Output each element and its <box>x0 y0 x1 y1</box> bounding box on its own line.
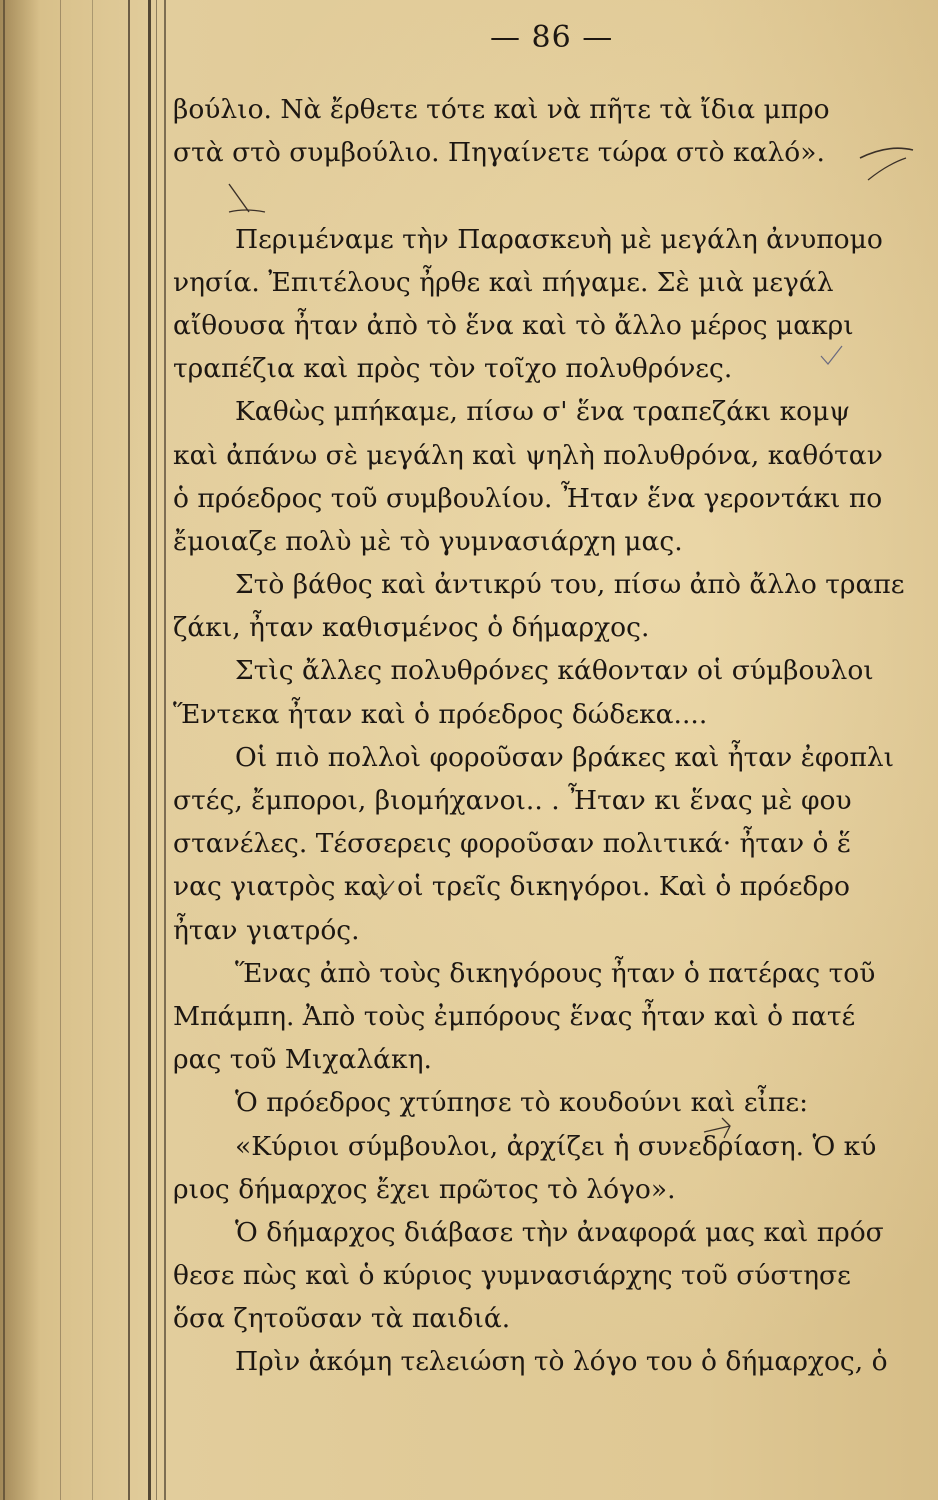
spine-rule-1 <box>3 0 5 1500</box>
text-line: ἦταν γιατρός. <box>173 914 360 946</box>
text-line: «Κύριοι σύμβουλοι, ἀρχίζει ἡ συνεδρίαση. Ὁ κύ <box>235 1130 877 1162</box>
text-line: καὶ ἀπάνω σὲ μεγάλη καὶ ψηλὴ πολυθρόνα, καθόταν <box>173 439 883 471</box>
text-line: στές, ἔμποροι, βιομήχανοι.. . Ἦταν κι ἕνας μὲ φου <box>173 785 852 816</box>
text-line: νας γιατρὸς καὶ οἱ τρεῖς δικηγόροι. Καὶ ὁ πρόεδρο <box>173 871 850 903</box>
text-line: Πρὶν ἀκόμη τελειώση τὸ λόγο του ὁ δήμαρχος, ὁ <box>235 1346 888 1378</box>
text-line: στὰ στὸ συμβούλιο. Πηγαίνετε τώρα στὸ καλό». <box>173 137 825 169</box>
spine-rule-3 <box>92 0 93 1500</box>
pencil-mark-icon <box>858 140 918 190</box>
text-line: Οἱ πιὸ πολλοὶ φοροῦσαν βράκες καὶ ἦταν ἐφοπλι <box>235 741 895 773</box>
text-line: Ἕντεκα ἦταν καὶ ὁ πρόεδρος δώδεκα.... <box>173 698 708 730</box>
text-line: ἔμοιαζε πολὺ μὲ τὸ γυμνασιάρχη μας. <box>173 525 683 557</box>
text-line: ριος δήμαρχος ἔχει πρῶτος τὸ λόγο». <box>173 1173 676 1205</box>
text-line: νησία. Ἐπιτέλους ἦρθε καὶ πήγαμε. Σὲ μιὰ μεγάλ <box>173 266 834 298</box>
text-line: θεσε πὼς καὶ ὁ κύριος γυμνασιάρχης τοῦ σύστησε <box>173 1260 851 1292</box>
pencil-arrow-mark-icon <box>700 1112 740 1146</box>
pencil-tick-mark-icon <box>370 875 400 905</box>
text-line: Ὁ πρόεδρος χτύπησε τὸ κουδούνι καὶ εἶπε: <box>235 1087 809 1119</box>
spine-rule-2 <box>60 0 61 1500</box>
text-line: αἴθουσα ἦταν ἀπὸ τὸ ἕνα καὶ τὸ ἄλλο μέρος μακρι <box>173 309 854 341</box>
text-line <box>173 174 938 217</box>
book-spine-margin <box>0 0 175 1500</box>
text-line: Ἕνας ἀπὸ τοὺς δικηγόρους ἦταν ὁ πατέρας τοῦ <box>235 957 876 989</box>
spine-rule-4 <box>128 0 130 1500</box>
text-line: στανέλες. Τέσσερεις φοροῦσαν πολιτικά· ἦταν ὁ ἕ <box>173 828 852 860</box>
text-line: βούλιο. Νὰ ἔρθετε τότε καὶ νὰ πῆτε τὰ ἴδια μπρο <box>173 94 830 125</box>
spine-rule-7 <box>164 0 166 1500</box>
page-text <box>173 88 938 1384</box>
text-line: Ὁ δήμαρχος διάβασε τὴν ἀναφορά μας καὶ πρόσ <box>235 1216 884 1248</box>
spine-rule-5 <box>148 0 151 1500</box>
text-line: ὁ πρόεδρος τοῦ συμβουλίου. Ἦταν ἕνα γεροντάκι πο <box>173 482 883 514</box>
text-line: ρας τοῦ Μιχαλάκη. <box>173 1044 432 1076</box>
text-line: Καθὼς μπήκαμε, πίσω σ' ἕνα τραπεζάκι κομψ <box>235 396 851 428</box>
text-line: ὅσα ζητοῦσαν τὰ παιδιά. <box>173 1303 511 1335</box>
spine-rule-6 <box>156 0 157 1500</box>
pencil-check-mark-icon <box>818 340 848 370</box>
text-line: Στὸ βάθος καὶ ἀντικρύ του, πίσω ἀπὸ ἄλλο τραπε <box>235 569 905 601</box>
text-line: Μπάμπη. Ἀπὸ τοὺς ἐμπόρους ἕνας ἦταν καὶ ὁ πατέ <box>173 1000 856 1032</box>
text-line: Περιμέναμε τὴν Παρασκευὴ μὲ μεγάλη ἀνυπομο <box>235 223 883 255</box>
text-line: ζάκι, ἦταν καθισμένος ὁ δήμαρχος. <box>173 612 650 644</box>
text-line: Στὶς ἄλλες πολυθρόνες κάθονταν οἱ σύμβουλοι <box>235 655 874 687</box>
text-line: τραπέζια καὶ πρὸς τὸν τοῖχο πολυθρόνες. <box>173 353 733 385</box>
page-number: — 86 — <box>490 20 614 55</box>
pencil-cross-mark-icon <box>225 182 275 222</box>
